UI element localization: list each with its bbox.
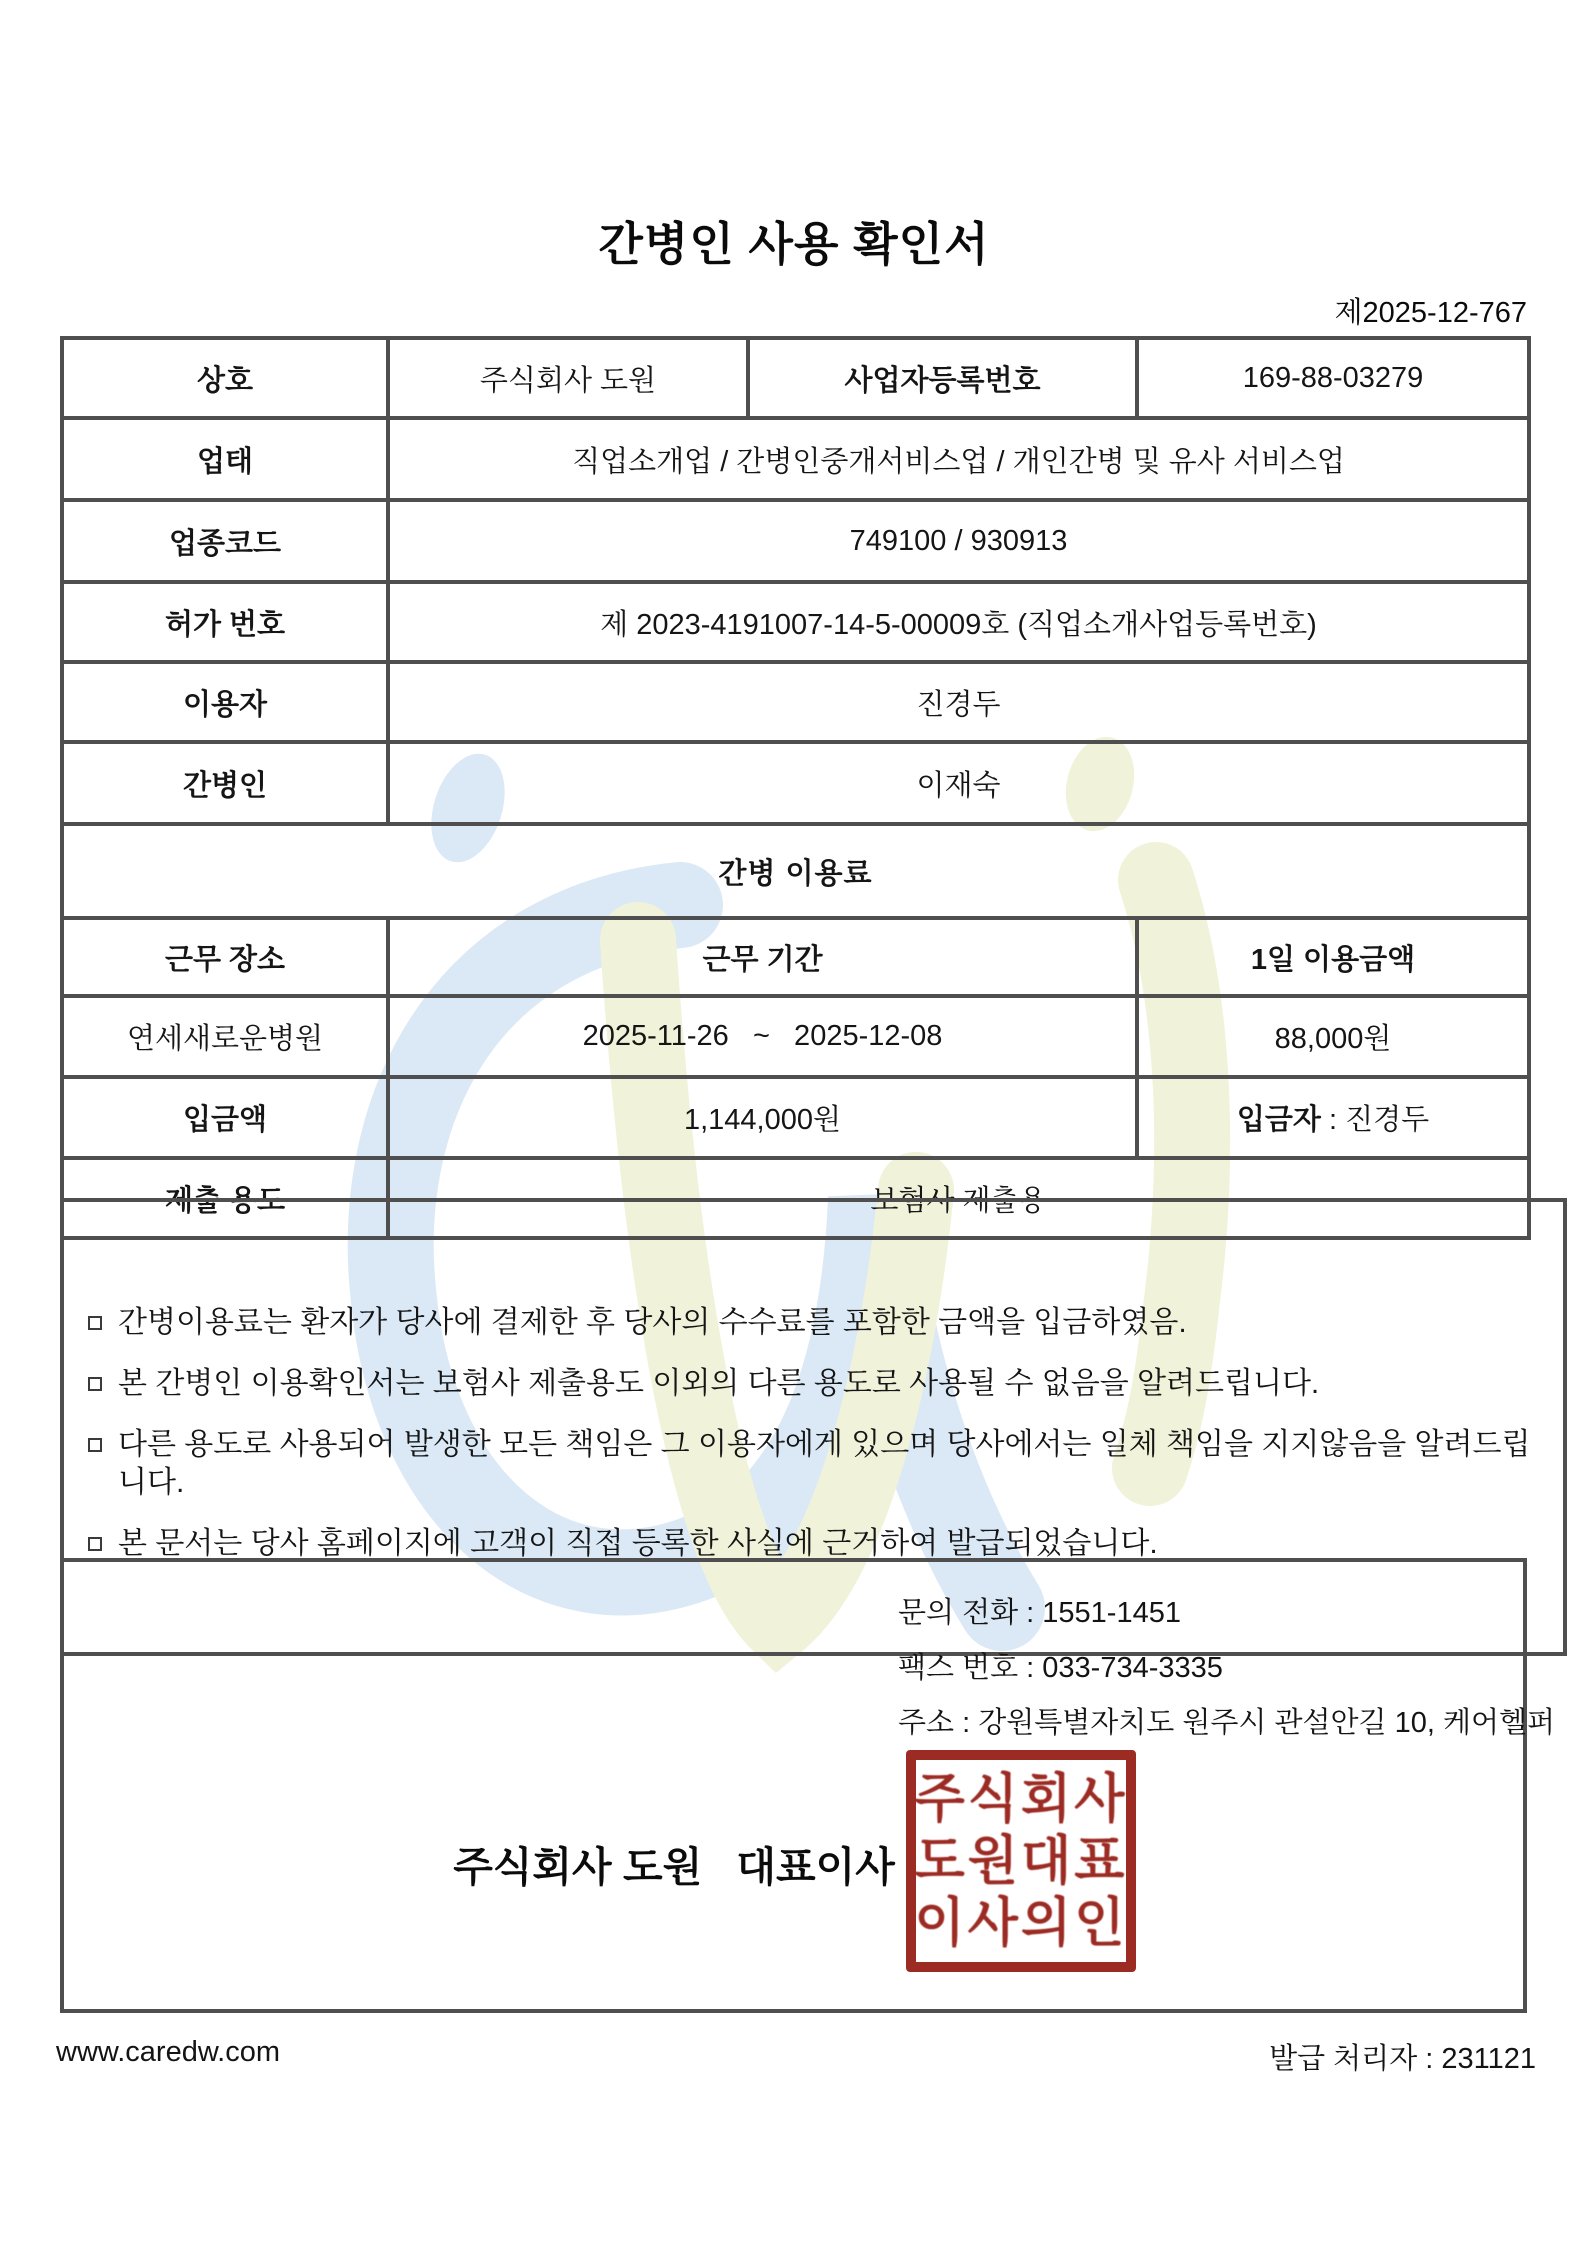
square-bullet-icon: [88, 1537, 102, 1551]
table-row: [62, 582, 1529, 662]
issuer-box: [60, 1558, 1555, 2013]
contact-phone: 문의 전화 : 1551-1451: [898, 1597, 1181, 1629]
license-number-label: 허가 번호: [62, 582, 388, 662]
table-row: [62, 742, 1529, 824]
seal-text-line: 이사의인: [914, 1893, 1128, 1953]
note-text: 간병이용료는 환자가 당사에 결제한 후 당사의 수수료를 포함한 금액을 입금하였음.: [118, 1306, 1187, 1339]
work-period-header: 근무 기간: [388, 918, 1137, 996]
deposit-amount-value: 1,144,000원: [388, 1077, 1137, 1158]
industry-code-value: 749100 / 930913: [388, 500, 1529, 582]
table-row: [62, 338, 1529, 418]
page-title: 간병인 사용 확인서: [598, 218, 990, 270]
user-label: 이용자: [62, 662, 388, 742]
business-reg-number-value: 169-88-03279: [1137, 338, 1529, 418]
contact-fax: 팩스 번호 : 033-734-3335: [898, 1652, 1223, 1684]
industry-code-label: 업종코드: [62, 500, 388, 582]
note-text: 본 문서는 당사 홈페이지에 고객이 직접 등록한 사실에 근거하여 발급되었습니다.: [118, 1527, 1158, 1560]
square-bullet-icon: [88, 1438, 102, 1452]
deposit-label: 입금액: [62, 1077, 388, 1158]
document-number: 제2025-12-767: [1334, 297, 1527, 329]
caregiver-label: 간병인: [62, 742, 388, 824]
user-value: 진경두: [388, 662, 1529, 742]
table-row: [62, 418, 1529, 500]
work-period-value: 2025-11-26 ~ 2025-12-08: [388, 996, 1137, 1077]
business-type-label: 업태: [62, 418, 388, 500]
issuer-id: 발급 처리자 : 231121: [1269, 2043, 1536, 2075]
daily-fee-value: 88,000원: [1137, 996, 1529, 1077]
info-table: [60, 336, 1531, 1240]
deposit-row: [62, 1077, 1529, 1158]
business-type-value: 직업소개업 / 간병인중개서비스업 / 개인간병 및 유사 서비스업: [388, 418, 1529, 500]
contact-info: [898, 1586, 1555, 1751]
fee-section-header-row: [62, 824, 1529, 918]
company-name-label: 상호: [62, 338, 388, 418]
submission-purpose-value: 보험사 제출용: [388, 1158, 1529, 1238]
seal-text-line: 도원대표: [914, 1831, 1128, 1891]
square-bullet-icon: [88, 1316, 102, 1330]
work-place-value: 연세새로운병원: [62, 996, 388, 1077]
work-place-header: 근무 장소: [62, 918, 388, 996]
business-reg-number-label: 사업자등록번호: [748, 338, 1137, 418]
company-signature: 주식회사 도원 대표이사: [453, 1844, 895, 1890]
caregiver-value: 이재숙: [388, 742, 1529, 824]
license-number-value: 제 2023-4191007-14-5-00009호 (직업소개사업등록번호): [388, 582, 1529, 662]
company-seal-stamp: [906, 1750, 1136, 1972]
note-item: [86, 1304, 1545, 1342]
company-name-value: 주식회사 도원: [388, 338, 748, 418]
depositor-cell: [1137, 1077, 1529, 1158]
fee-header-row: [62, 918, 1529, 996]
seal-text-line: 주식회사: [914, 1769, 1128, 1829]
note-item: [86, 1365, 1545, 1403]
fee-data-row: [62, 996, 1529, 1077]
note-text: 본 간병인 이용확인서는 보험사 제출용도 이외의 다른 용도로 사용될 수 없음을 알려드립니다.: [118, 1367, 1320, 1400]
daily-fee-header: 1일 이용금액: [1137, 918, 1529, 996]
contact-address: 주소 : 강원특별자치도 원주시 관설안길 10, 케어헬퍼: [898, 1707, 1555, 1739]
submission-purpose-label: 제출 용도: [62, 1158, 388, 1238]
note-text: 다른 용도로 사용되어 발생한 모든 책임은 그 이용자에게 있으며 당사에서는 일체 책임을 지지않음을 알려드립니다.: [118, 1428, 1531, 1499]
table-row: [62, 500, 1529, 582]
note-item: [86, 1426, 1545, 1502]
depositor-label: 입금자: [1236, 1104, 1321, 1136]
square-bullet-icon: [88, 1377, 102, 1391]
depositor-name: : 진경두: [1320, 1104, 1430, 1136]
table-row: [62, 662, 1529, 742]
fee-section-title: 간병 이용료: [62, 824, 1529, 918]
website-url: www.caredw.com: [56, 2036, 281, 2068]
